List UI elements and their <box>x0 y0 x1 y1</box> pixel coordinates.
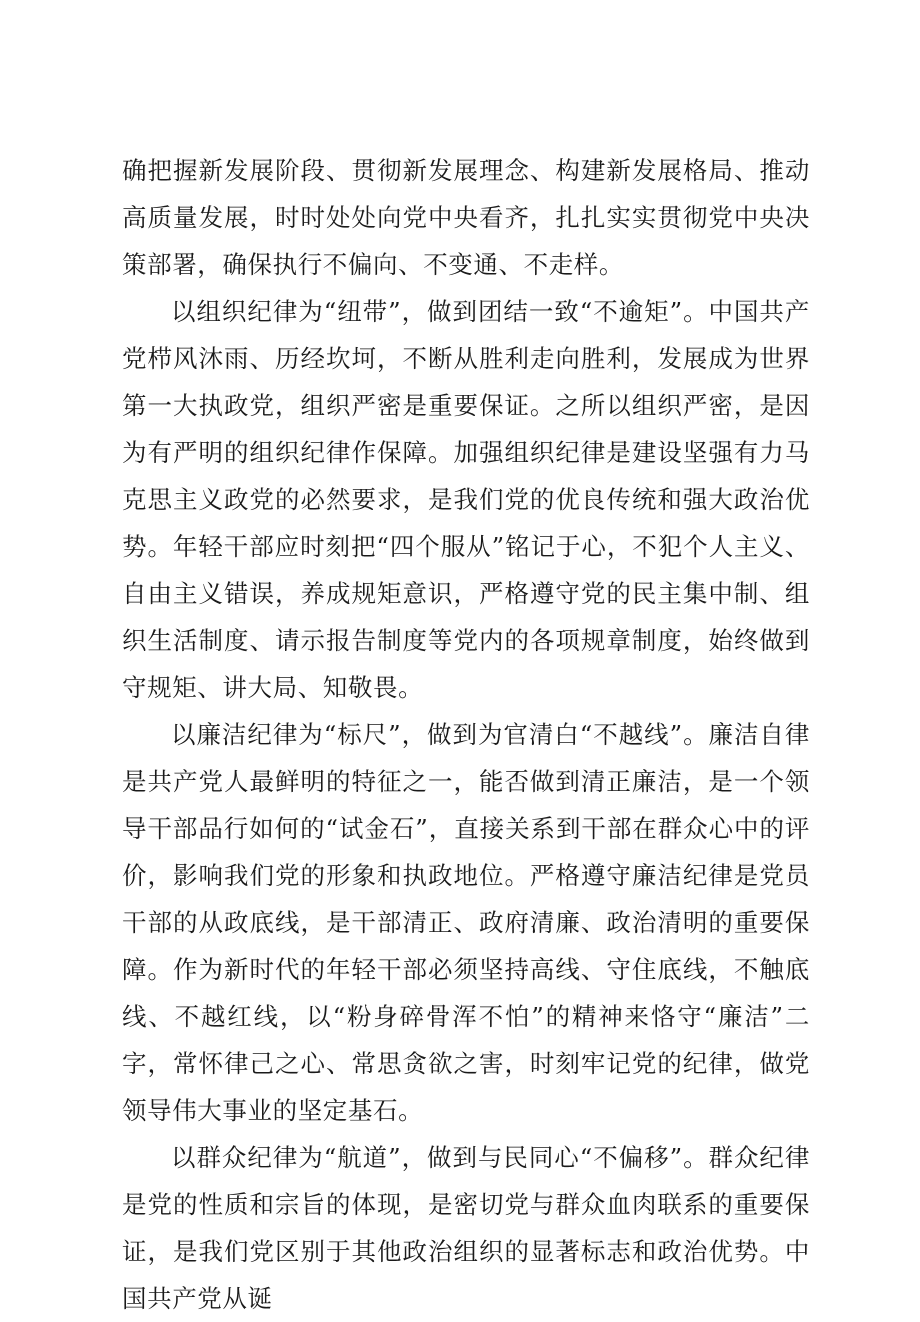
paragraph-4: 以群众纪律为“航道”，做到与民同心“不偏移”。群众纪律是党的性质和宗旨的体现，是密切党与群众血肉联系的重要保证，是我们党区别于其他政治组织的显著标志和政治优势。中国共产党从诞 <box>122 1143 810 1313</box>
document-body <box>122 147 810 1322</box>
paragraph-3: 以廉洁纪律为“标尺”，做到为官清白“不越线”。廉洁自律是共产党人最鲜明的特征之一，能否做到清正廉洁，是一个领导干部品行如何的“试金石”，直接关系到干部在群众心中的评价，影响我们党的形象和执政地位。严格遵守廉洁纪律是党员干部的从政底线，是干部清正、政府清廉、政治清明的重要保障。作为新时代的年轻干部必须坚持高线、守住底线，不触底线、不越红线，以“粉身碎骨浑不怕”的精神来恪守“廉洁”二字，常怀律己之心、常思贪欲之害，时刻牢记党的纪律，做党领导伟大事业的坚定基石。 <box>122 720 810 1125</box>
paragraph-1: 确把握新发展阶段、贯彻新发展理念、构建新发展格局、推动高质量发展，时时处处向党中央看齐，扎扎实实贯彻党中央决策部署，确保执行不偏向、不变通、不走样。 <box>122 156 810 279</box>
paragraph-2: 以组织纪律为“纽带”，做到团结一致“不逾矩”。中国共产党栉风沐雨、历经坎坷，不断从胜利走向胜利，发展成为世界第一大执政党，组织严密是重要保证。之所以组织严密，是因为有严明的组织纪律作保障。加强组织纪律是建设坚强有力马克思主义政党的必然要求，是我们党的优良传统和强大政治优势。年轻干部应时刻把“四个服从”铭记于心，不犯个人主义、自由主义错误，养成规矩意识，严格遵守党的民主集中制、组织生活制度、请示报告制度等党内的各项规章制度，始终做到守规矩、讲大局、知敬畏。 <box>122 297 810 702</box>
